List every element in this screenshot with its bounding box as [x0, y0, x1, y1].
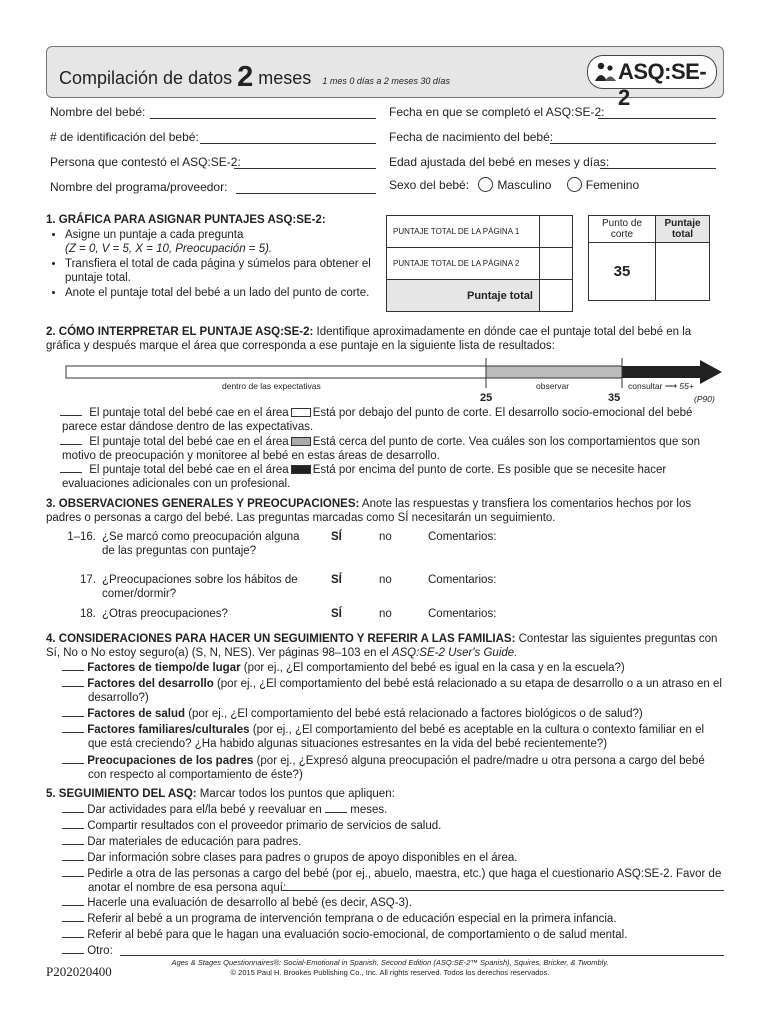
black-swatch [291, 465, 311, 474]
obs-text-1: ¿Se marcó como preocupación alguna de las preguntas con puntaje? [102, 531, 300, 557]
obs-yes-1[interactable]: SÍ [331, 531, 342, 543]
child-total-cell[interactable] [656, 243, 710, 301]
asq-check-1[interactable] [62, 802, 84, 813]
footer-copyright: © 2015 Paul H. Brookes Publishing Co., Inc. All rights reserved. Todos los derechos reservados. [230, 968, 550, 977]
asq-check-2[interactable] [62, 818, 84, 829]
people-icon [594, 61, 618, 83]
asq-item-8: Referir al bebé para que le hagan una evaluación socio-emocional, de comportamiento o de salud mental. [62, 927, 724, 942]
total-label: Puntaje total [387, 280, 540, 312]
respondent-input[interactable] [234, 157, 376, 169]
monitor-zone [486, 366, 622, 378]
obs-yes-3[interactable]: SÍ [331, 608, 342, 620]
result-row-refer: El puntaje total del bebé cae en el área Está por encima del punto de corte. Es posible que se necesite hacer evaluaciones adicionales con un profesional. [62, 464, 667, 490]
cutoff-header: Punto de corte [589, 216, 656, 243]
result-row-within: El puntaje total del bebé cae en el área Está por debajo del punto de corte. El desarrollo socio-emocional del bebé parece estar dándose dentro de las expectativas. [62, 407, 693, 433]
months-input[interactable] [325, 802, 347, 813]
asq-check-3[interactable] [62, 834, 84, 845]
title-suffix: meses [258, 68, 312, 88]
asq-item-7: Referir al bebé a un programa de intervención temprana o de educación especial en la primera infancia. [62, 911, 724, 926]
adjusted-age-input[interactable] [600, 157, 716, 169]
obs-num-2: 17. [80, 574, 96, 586]
title-number: 2 [237, 61, 254, 93]
obs-num-1: 1–16. [67, 531, 96, 543]
radio-femenino[interactable] [567, 177, 582, 192]
page2-score-cell[interactable] [540, 248, 573, 280]
followup-check-3[interactable] [62, 706, 84, 717]
page-totals-table [386, 215, 573, 312]
obs-text-2: ¿Preocupaciones sobre los hábitos de comer/dormir? [102, 574, 298, 600]
page1-label: PUNTAJE TOTAL DE LA PÁGINA 1 [387, 216, 540, 248]
obs-comments-2[interactable]: Comentarios: [428, 574, 497, 586]
followup-check-2[interactable] [62, 676, 84, 687]
obs-yes-2[interactable]: SÍ [331, 574, 342, 586]
refer-zone [622, 366, 700, 378]
section2-heading: 2. CÓMO INTERPRETAR EL PUNTAJE ASQ:SE-2: Identifique aproximadamente en dónde cae el puntaje total del bebé en la gráfica y después marque el área que corresponda a ese puntaje en la siguiente lista de resultados: [46, 326, 692, 352]
child-total-header: Puntaje total [656, 216, 710, 243]
other-person-name-input[interactable] [282, 879, 724, 891]
field-sex: Sexo del bebé: Masculino Femenino [389, 178, 640, 192]
field-adjusted-age: Edad ajustada del bebé en meses y días: [389, 155, 610, 169]
section3-heading: 3. OBSERVACIONES GENERALES Y PREOCUPACIONES: Anote las respuestas y transfiera los comentarios hechos por los padres o personas a cargo del bebé. Las preguntas marcadas como SÍ necesitarán un seguimiento. [46, 498, 692, 524]
refer-label: consultar ⟶ 55+ [628, 381, 694, 391]
gray-swatch [291, 437, 311, 446]
obs-comments-1[interactable]: Comentarios: [428, 531, 497, 543]
asq-check-6[interactable] [62, 895, 84, 906]
tick-35-label: 35 [608, 392, 621, 404]
bullet-note: • Anote el puntaje total del bebé a un lado del punto de corte. [65, 286, 390, 300]
cutoff-table [588, 215, 710, 301]
age-range: 1 mes 0 días a 2 meses 30 días [322, 76, 450, 86]
radio-masculino[interactable] [478, 177, 493, 192]
result-check-2[interactable] [60, 434, 82, 445]
score-scale-bar [62, 358, 726, 406]
field-respondent: Persona que contestó el ASQ:SE-2: [50, 155, 241, 169]
obs-no-1[interactable]: no [379, 531, 392, 543]
field-birth-date: Fecha de nacimiento del bebé: [389, 130, 554, 144]
followup-health: Factores de salud (por ej., ¿El comportamiento del bebé está relacionado a factores biológicos o de salud?) [62, 706, 724, 721]
p90-label: (P90) [694, 394, 715, 404]
field-child-id: # de identificación del bebé: [50, 130, 199, 144]
footer-citation: Ages & Stages Questionnaires®: Social-Emotional in Spanish, Second Edition (ASQ:SE-2™ Spanish), Squires, Bricker, & Twombly. [171, 958, 609, 967]
tick-25-label: 25 [480, 392, 493, 404]
logo-text: ASQ:SE-2 [618, 59, 707, 110]
section1-title: 1. GRÁFICA PARA ASIGNAR PUNTAJES ASQ:SE-2: [46, 214, 326, 226]
followup-check-4[interactable] [62, 722, 84, 733]
asq-item-1: Dar actividades para el/la bebé y reevaluar en meses. [62, 802, 724, 817]
followup-development: Factores del desarrollo (por ej., ¿El comportamiento del bebé está relacionado a su etapa de desarrollo o a un atraso en el desarrollo?) [62, 676, 724, 705]
asq-check-5[interactable] [62, 866, 84, 877]
obs-no-3[interactable]: no [379, 608, 392, 620]
other-input[interactable] [120, 944, 724, 956]
field-program: Nombre del programa/proveedor: [50, 180, 228, 194]
date-completed-input[interactable] [598, 107, 716, 119]
scale-arrowhead [700, 360, 722, 384]
within-expectations-zone [66, 366, 486, 378]
followup-check-1[interactable] [62, 660, 84, 671]
section4-heading: 4. CONSIDERACIONES PARA HACER UN SEGUIMIENTO Y REFERIR A LAS FAMILIAS: Contestar las siguientes preguntas con Sí, No o No estoy seguro(a) (S, N, NES). Ver páginas 98–103 en el ASQ:SE-2 User's Guide. [46, 633, 718, 659]
followup-parent: Preocupaciones de los padres (por ej., ¿Expresó alguna preocupación el padre/madre u otra persona a cargo del bebé con respecto al comportamiento de éste?) [62, 753, 724, 782]
header-bar [46, 46, 724, 110]
result-check-1[interactable] [60, 405, 82, 416]
obs-no-2[interactable]: no [379, 574, 392, 586]
cutoff-value: 35 [589, 243, 656, 301]
field-child-name: Nombre del bebé: [50, 105, 146, 119]
page1-score-cell[interactable] [540, 216, 573, 248]
asq-logo [587, 55, 717, 110]
birth-date-input[interactable] [550, 132, 716, 144]
form-code: P202020400 [46, 964, 112, 979]
followup-time-place: Factores de tiempo/de lugar (por ej., ¿El comportamiento del bebé es igual en la casa y en la escuela?) [62, 660, 724, 675]
title-prefix: Compilación de datos [59, 68, 233, 88]
page2-label: PUNTAJE TOTAL DE LA PÁGINA 2 [387, 248, 540, 280]
asq-check-7[interactable] [62, 911, 84, 922]
white-swatch [291, 408, 311, 417]
bullet-transfer: • Transfiera el total de cada página y súmelos para obtener el puntaje total. [65, 257, 390, 285]
asq-item-4: Dar información sobre clases para padres o grupos de apoyo disponibles en el área. [62, 850, 724, 865]
bullet-assign: • Asigne un puntaje a cada pregunta (Z = 0, V = 5, X = 10, Preocupación = 5). [65, 228, 390, 256]
femenino-label: Femenino [585, 178, 640, 192]
followup-family: Factores familiares/culturales (por ej., ¿El comportamiento del bebé es aceptable en la cultura o contexto familiar en el que está creciendo? ¿Ha habido algunas situaciones estresantes en la vida del bebé recientemente?) [62, 722, 724, 751]
asq-item-3: Dar materiales de educación para padres. [62, 834, 724, 849]
obs-comments-3[interactable]: Comentarios: [428, 608, 497, 620]
child-name-input[interactable] [150, 107, 376, 119]
asq-check-8[interactable] [62, 927, 84, 938]
asq-item-6: Hacerle una evaluación de desarrollo al bebé (es decir, ASQ-3). [62, 895, 724, 910]
total-score-cell[interactable] [540, 280, 573, 312]
within-label: dentro de las expectativas [222, 381, 321, 391]
result-check-3[interactable] [60, 462, 82, 473]
program-input[interactable] [236, 182, 376, 194]
asq-item-5: Pedirle a otra de las personas a cargo del bebé (por ej., abuelo, maestra, etc.) que haga el cuestionario ASQ:SE-2. Favor de anotar el nombre de esa persona aquí: [62, 866, 724, 895]
monitor-label: observar [536, 381, 570, 391]
masculino-label: Masculino [497, 178, 552, 192]
asq-check-9[interactable] [62, 943, 84, 954]
asq-check-4[interactable] [62, 850, 84, 861]
child-id-input[interactable] [200, 132, 376, 144]
result-row-monitor: El puntaje total del bebé cae en el área Está cerca del punto de corte. Vea cuáles son los comportamientos que son motivo de preocupación y monitoree al bebé en estas áreas de desarrollo. [62, 436, 701, 462]
section5-heading: 5. SEGUIMIENTO DEL ASQ: Marcar todos los puntos que apliquen: [46, 788, 395, 800]
obs-text-3: ¿Otras preocupaciones? [102, 608, 228, 620]
field-date-completed: Fecha en que se completó el ASQ:SE-2: [389, 105, 605, 119]
asq-item-9: Otro: [62, 943, 724, 958]
asq-item-2: Compartir resultados con el proveedor primario de servicios de salud. [62, 818, 724, 833]
followup-check-5[interactable] [62, 753, 84, 764]
section1-bullets [45, 228, 390, 301]
page-title [59, 59, 450, 92]
obs-num-3: 18. [80, 608, 96, 620]
